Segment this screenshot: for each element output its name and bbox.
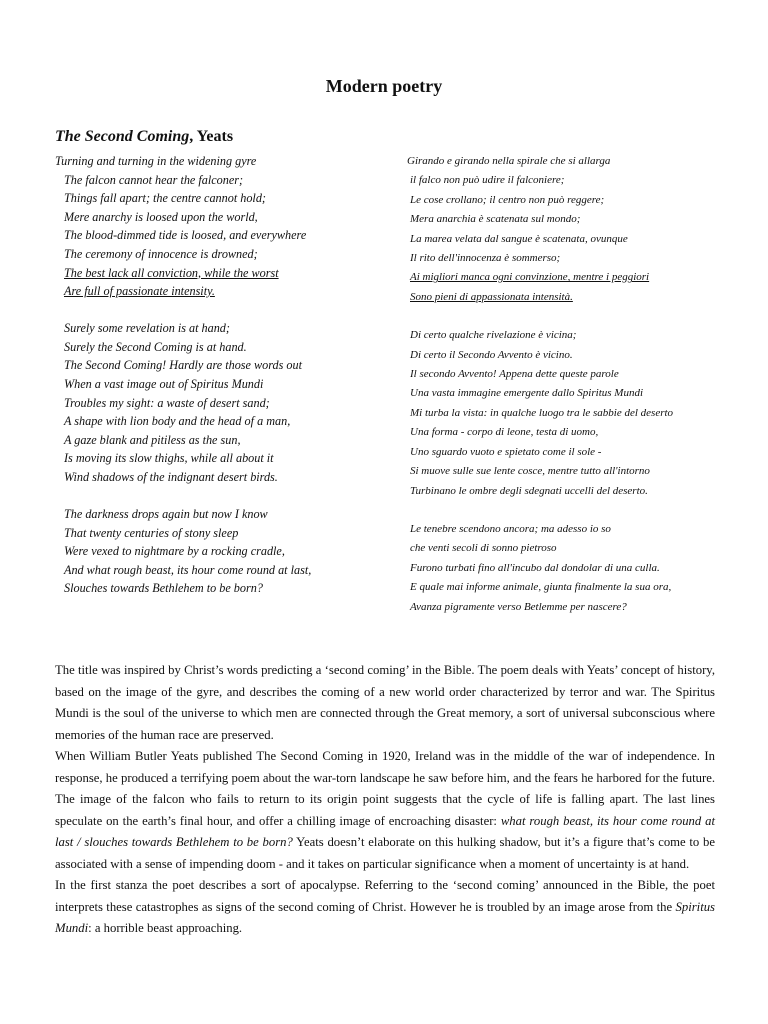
commentary-paragraph: The title was inspired by Christ’s words predicting a ‘second coming’ in the Bible. The poem deals with Yeats’ concept of history, based on the image of the gyre, and describes the coming of a new world order characterized by terror and war. The Spiritus Mundi is the soul of the universe to which men are connected through the Great memory, a sort of universal subconscious where memories of the human race are preserved. (55, 663, 715, 742)
stanza-it-2 (407, 326, 737, 501)
poem-line: Troubles my sight: a waste of desert sand; (64, 395, 270, 410)
poem-line: Girando e girando nella spirale che si allarga (407, 155, 611, 167)
poem-line: Surely some revelation is at hand; (64, 321, 230, 336)
poem-line: Things fall apart; the centre cannot hold; (64, 191, 266, 206)
poem-line: Il rito dell'innocenza è sommerso; (410, 252, 561, 265)
poem-line: Turbinano le ombre degli sdegnati uccelli del deserto. (410, 484, 648, 497)
poem-line: The falcon cannot hear the falconer; (64, 172, 244, 187)
poem-line: Una forma - corpo di leone, testa di uomo, (410, 426, 599, 439)
poem-line: When a vast image out of Spiritus Mundi (64, 377, 264, 392)
commentary-text: When William Butler Yeats published The Second Coming in 1920, Ireland was in the middle of the war of independence. In response, he produced a terrifying poem about the war-torn landscape he saw before him, and the fears he harbored for the future. The image of the falcon who fails to return to its origin point suggests that the cycle of life is falling apart. The last lines speculate on the earth’s final hour, and offer a chilling image of encroaching disaster: (55, 749, 715, 828)
poem-line: Il secondo Avvento! Appena dette queste parole (410, 368, 619, 381)
poem-heading-author: , Yeats (189, 128, 234, 145)
poem-line: The blood-dimmed tide is loosed, and everywhere (64, 228, 307, 243)
poem-line: Is moving its slow thighs, while all about it (64, 451, 274, 466)
commentary-quote: what rough beast, its hour come round at last / slouches towards Bethlehem to be born? (55, 813, 715, 849)
poem-line: Slouches towards Bethlehem to be born? (64, 581, 263, 596)
poem-heading-title: The Second Coming (55, 128, 190, 145)
poem-line: Le tenebre scendono ancora; ma adesso io so (410, 522, 611, 535)
commentary-text: : a horrible beast approaching. (88, 921, 243, 935)
poem-line: Di certo il Secondo Avvento è vicino. (410, 348, 573, 361)
commentary-paragraph (55, 875, 715, 940)
poem-line: La marea velata dal sangue è scatenata, ovunque (410, 232, 628, 245)
poem-italian (407, 152, 737, 636)
stanza-en-1 (55, 152, 375, 301)
poem-line: Sono pieni di appassionata intensità. (410, 290, 573, 303)
poem-line: Una vasta immagine emergente dallo Spiritus Mundi (410, 387, 644, 400)
poem-line: The darkness drops again but now I know (64, 507, 268, 522)
poem-line: The ceremony of innocence is drowned; (64, 246, 258, 261)
commentary-text: Yeats doesn’t elaborate on this hulking shadow, but it’s a figure that’s come to be associated with a sense of impending doom - and it takes on particular significance when a moment of uncertainty is at hand. (55, 835, 715, 871)
poem-line: Mere anarchy is loosed upon the world, (64, 209, 258, 224)
poem-heading (55, 128, 233, 146)
poem-line: A shape with lion body and the head of a man, (64, 414, 291, 429)
poem-line: And what rough beast, its hour come round at last, (64, 562, 312, 577)
poem-line: Mera anarchia è scatenata sul mondo; (410, 213, 581, 226)
stanza-en-2 (55, 319, 375, 486)
poem-line: Uno sguardo vuoto e spietato come il sole - (410, 445, 602, 458)
stanza-it-3 (407, 520, 737, 617)
poem-line: Furono turbati fino all'incubo dal dondolar di una culla. (410, 561, 660, 574)
poem-line: A gaze blank and pitiless as the sun, (64, 432, 241, 447)
poem-line: The best lack all conviction, while the worst (64, 265, 279, 280)
poem-line: Wind shadows of the indignant desert birds. (64, 470, 278, 484)
commentary-text: In the first stanza the poet describes a sort of apocalypse. Referring to the ‘second coming’ announced in the Bible, the poet interprets these catastrophes as signs of the second coming of Christ. However he is troubled by an image arose from the (55, 878, 715, 914)
poem-line: That twenty centuries of stony sleep (64, 525, 239, 540)
poem-line: Avanza pigramente verso Betlemme per nascere? (410, 600, 627, 613)
commentary (55, 660, 715, 940)
poem-line: Si muove sulle sue lente cosce, mentre tutto all'intorno (410, 465, 650, 478)
poem-line: Were vexed to nightmare by a rocking cradle, (64, 544, 285, 559)
stanza-it-1 (407, 152, 737, 307)
poem-line: Ai migliori manca ogni convinzione, mentre i peggiori (410, 271, 650, 284)
poem-line: Di certo qualche rivelazione è vicina; (410, 329, 577, 342)
poem-english (55, 152, 375, 617)
commentary-paragraph (55, 746, 715, 875)
commentary-term: Spiritus Mundi (55, 899, 715, 935)
poem-line: Mi turba la vista: in qualche luogo tra le sabbie del deserto (410, 406, 674, 419)
poem-line: il falco non può udire il falconiere; (410, 174, 565, 187)
poem-line: E quale mai informe animale, giunta finalmente la sua ora, (410, 581, 672, 594)
poem-line: Surely the Second Coming is at hand. (64, 339, 247, 354)
poem-line: Le cose crollano; il centro non può reggere; (410, 193, 605, 206)
stanza-en-3 (55, 505, 375, 598)
poem-line: che venti secoli di sonno pietroso (410, 542, 557, 555)
page-title: Modern poetry (325, 76, 443, 96)
poem-line: The Second Coming! Hardly are those words out (64, 358, 302, 373)
poem-line: Are full of passionate intensity. (64, 284, 215, 299)
poem-line: Turning and turning in the widening gyre (55, 154, 257, 168)
